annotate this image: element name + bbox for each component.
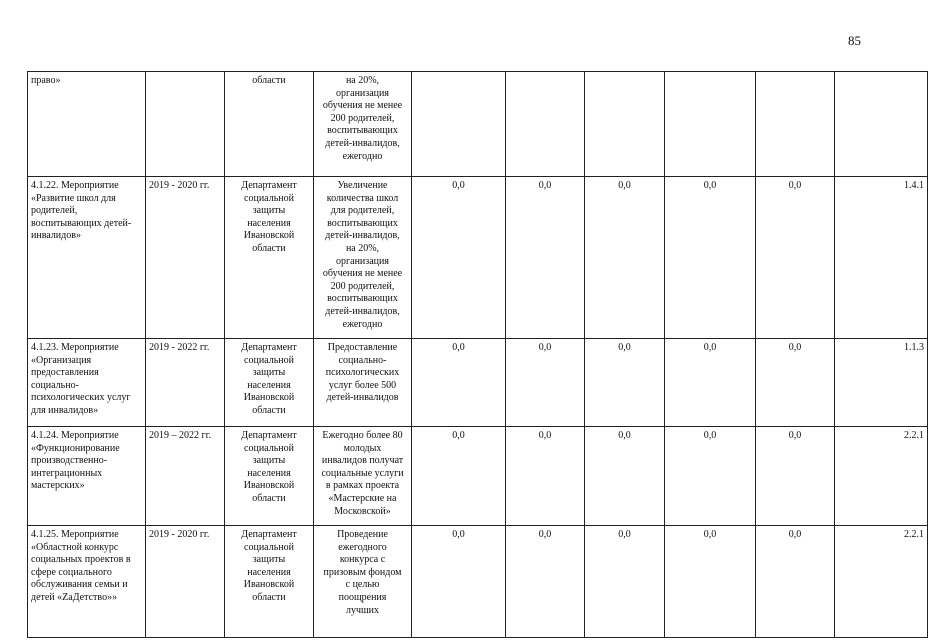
funding-value-cell: 0,0 [506,427,585,526]
funding-value-cell: 0,0 [756,339,835,427]
funding-value-cell [585,72,665,177]
activity-name-cell: право» [28,72,146,177]
executor-cell: Департамент социальной защиты населения Ивановской области [225,526,314,638]
funding-value-cell: 0,0 [665,526,756,638]
activity-name-cell: 4.1.22. Мероприятие «Развитие школ для родителей, воспитывающих детей- инвалидов» [28,177,146,339]
indicator-code-cell: 1.4.1 [835,177,928,339]
indicator-code-cell: 1.1.3 [835,339,928,427]
funding-value-cell: 0,0 [665,177,756,339]
table-row [28,177,928,339]
funding-value-cell: 0,0 [585,427,665,526]
funding-value-cell [756,72,835,177]
indicator-code-cell [835,72,928,177]
executor-cell: Департамент социальной защиты населения Ивановской области [225,427,314,526]
funding-value-cell [506,72,585,177]
executor-cell: Департамент социальной защиты населения Ивановской области [225,177,314,339]
funding-value-cell: 0,0 [665,339,756,427]
table-row [28,427,928,526]
funding-value-cell: 0,0 [412,526,506,638]
funding-value-cell [412,72,506,177]
page-number: 85 [848,33,861,48]
executor-cell: области [225,72,314,177]
funding-value-cell: 0,0 [506,339,585,427]
funding-value-cell: 0,0 [412,427,506,526]
funding-value-cell: 0,0 [756,526,835,638]
expected-result-cell: Увеличение количества школ для родителей, воспитывающих детей-инвалидов, на 20%, организация обучения не менее 200 родителей, воспитывающих детей-инвалидов, ежегодно [314,177,412,339]
indicator-code-cell: 2.2.1 [835,427,928,526]
funding-value-cell: 0,0 [412,339,506,427]
activity-name-cell: 4.1.24. Мероприятие «Функционирование производственно- интеграционных мастерских» [28,427,146,526]
period-cell: 2019 - 2022 гг. [146,339,225,427]
funding-value-cell: 0,0 [756,177,835,339]
table-row [28,526,928,638]
funding-value-cell: 0,0 [585,177,665,339]
expected-result-cell: Проведение ежегодного конкурса с призовым фондом с целью поощрения лучших [314,526,412,638]
funding-value-cell [665,72,756,177]
activity-name-cell: 4.1.23. Мероприятие «Организация предоставления социально- психологических услуг для инвалидов» [28,339,146,427]
period-cell: 2019 - 2020 гг. [146,177,225,339]
activity-name-cell: 4.1.25. Мероприятие «Областной конкурс социальных проектов в сфере социального обслуживания семьи и детей «ZaДетство»» [28,526,146,638]
period-cell: 2019 - 2020 гг. [146,526,225,638]
expected-result-cell: на 20%, организация обучения не менее 200 родителей, воспитывающих детей-инвалидов, ежегодно [314,72,412,177]
funding-value-cell: 0,0 [665,427,756,526]
indicator-code-cell: 2.2.1 [835,526,928,638]
table-row [28,339,928,427]
executor-cell: Департамент социальной защиты населения Ивановской области [225,339,314,427]
expected-result-cell: Ежегодно более 80 молодых инвалидов получат социальные услуги в рамках проекта «Мастерские на Московской» [314,427,412,526]
funding-value-cell: 0,0 [506,526,585,638]
activities-table [27,71,928,638]
funding-value-cell: 0,0 [585,339,665,427]
period-cell [146,72,225,177]
expected-result-cell: Предоставление социально- психологических услуг более 500 детей-инвалидов [314,339,412,427]
funding-value-cell: 0,0 [506,177,585,339]
funding-value-cell: 0,0 [756,427,835,526]
table-row [28,72,928,177]
funding-value-cell: 0,0 [585,526,665,638]
funding-value-cell: 0,0 [412,177,506,339]
period-cell: 2019 – 2022 гг. [146,427,225,526]
